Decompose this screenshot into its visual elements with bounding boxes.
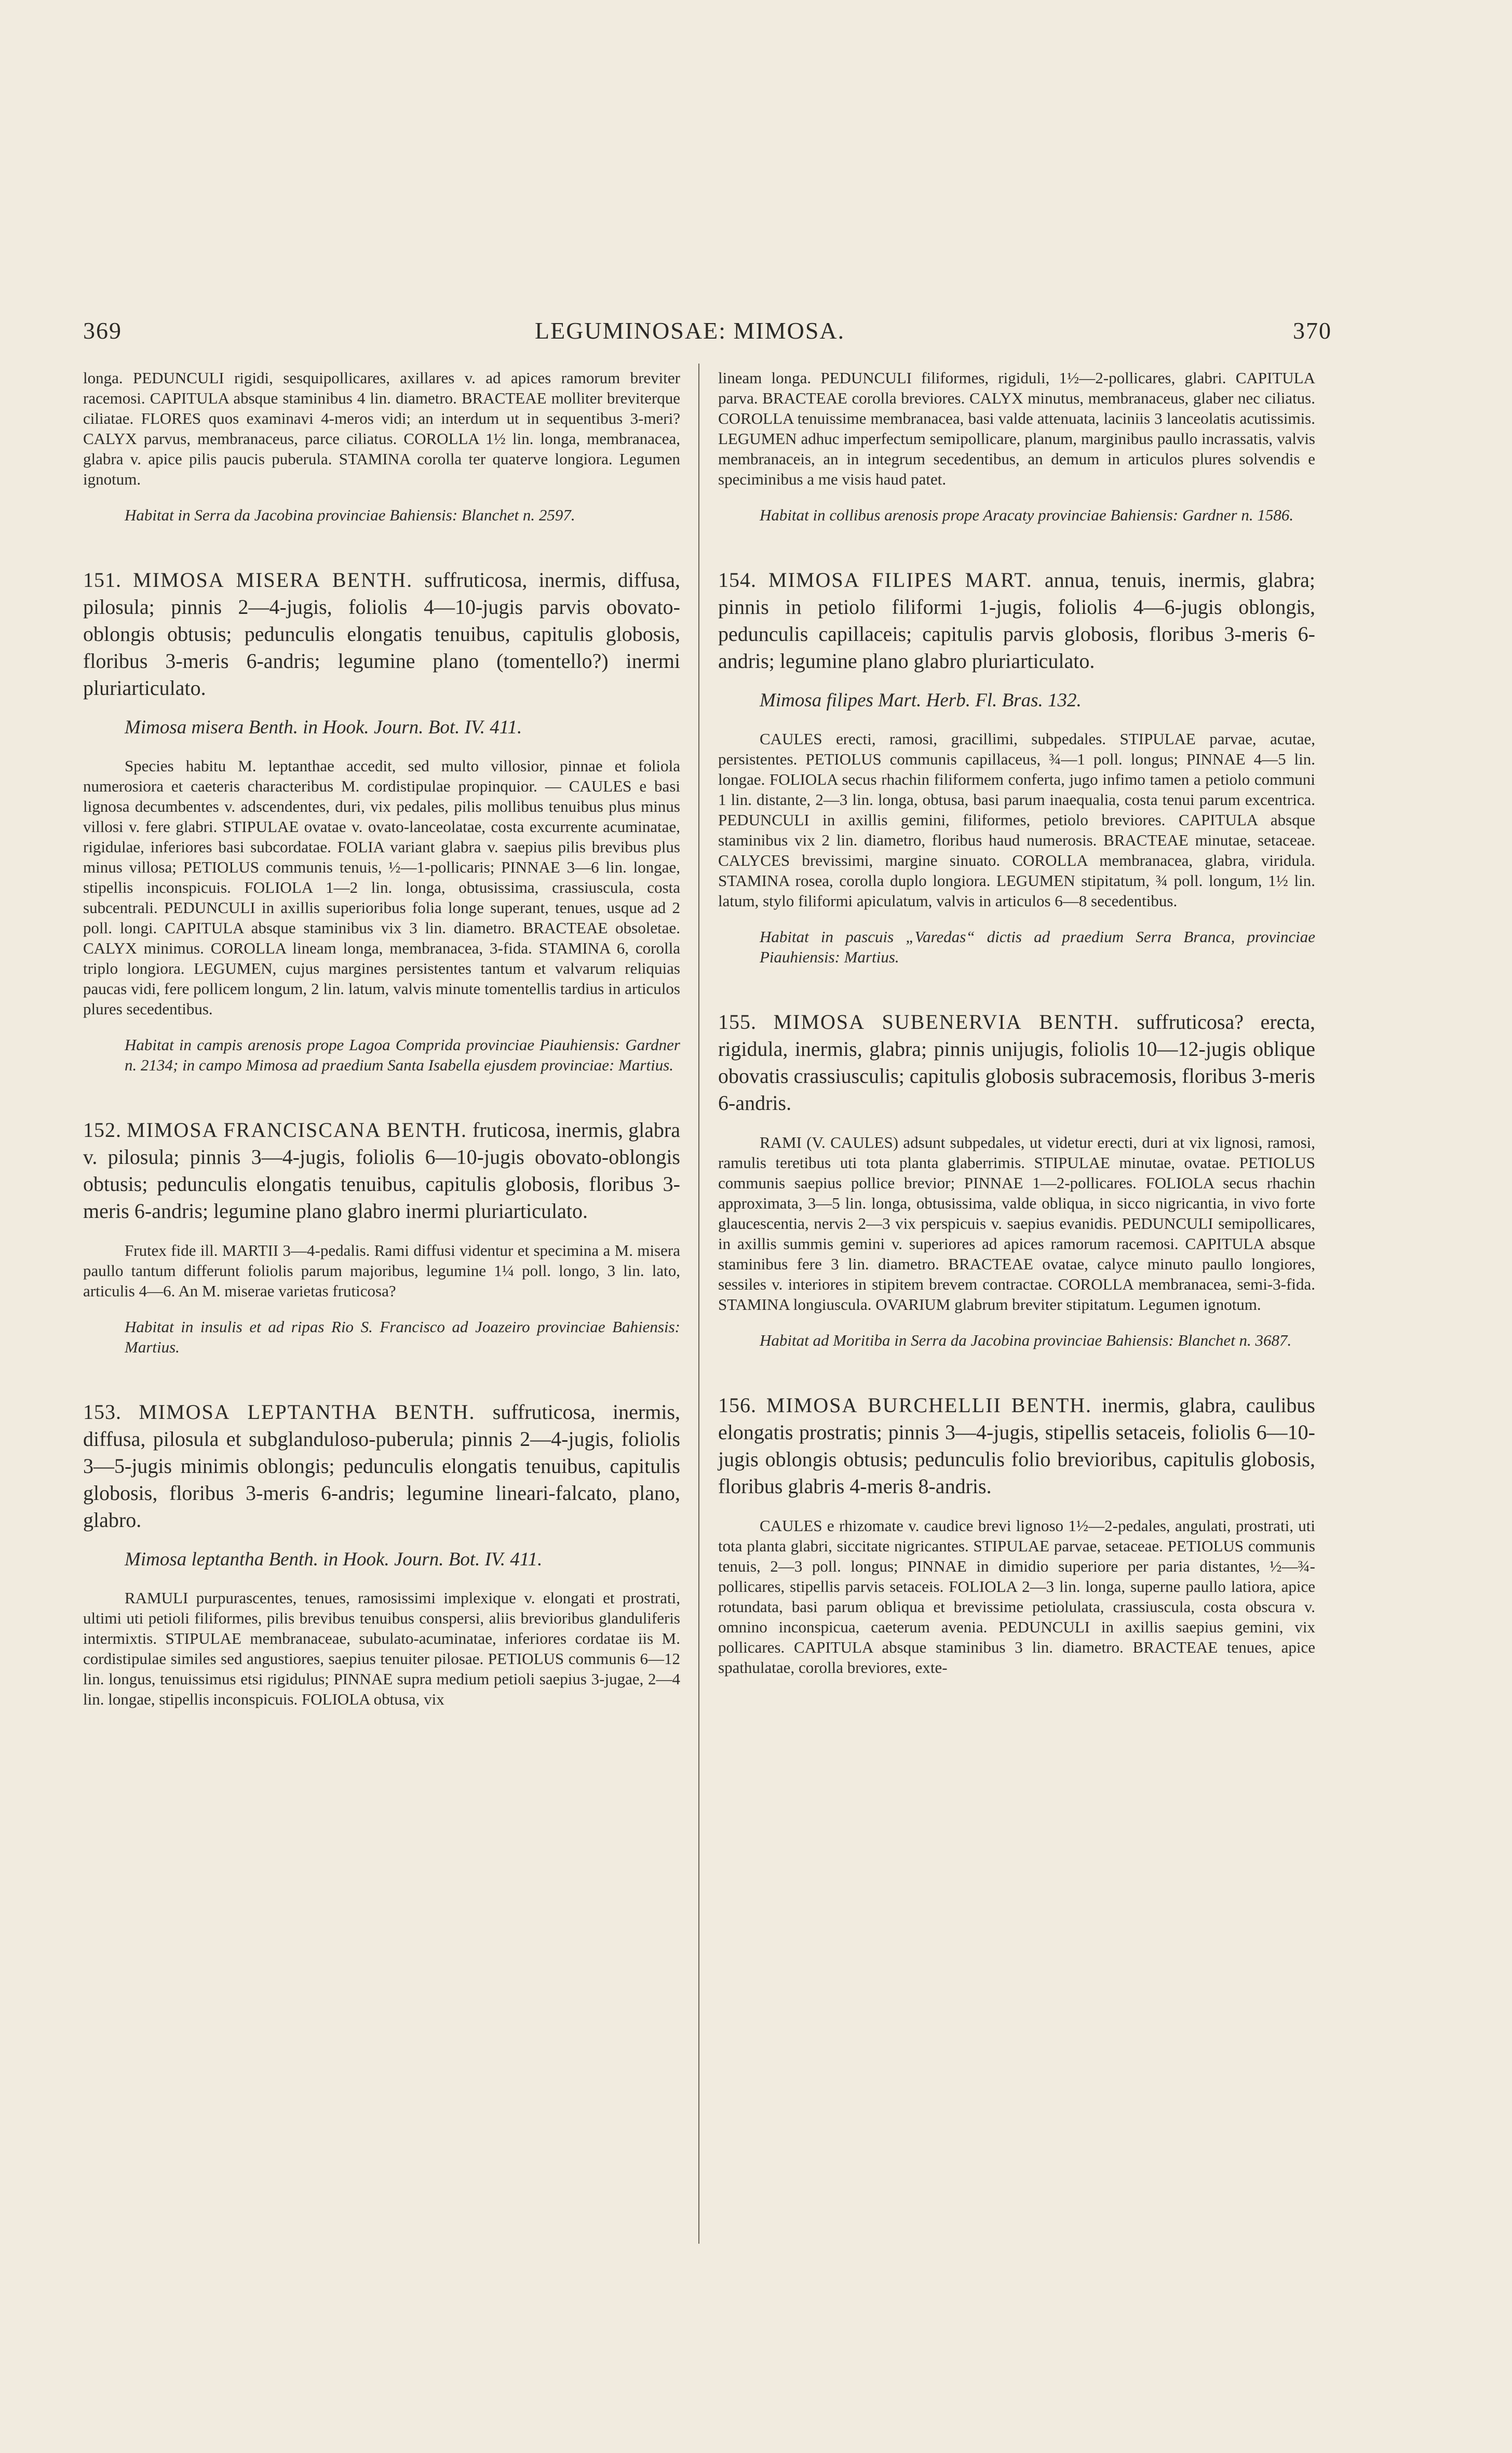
species-diagnosis — [718, 1009, 1315, 1117]
running-title: LEGUMINOSAE: MIMOSA. — [535, 317, 845, 344]
species-author: BENTH. — [395, 1400, 476, 1424]
page-header — [83, 317, 1332, 348]
diagnosis-text: fruticosa, inermis, glabra v. pilosula; pinnis 3—4-jugis, foliolis 6—10-jugis obovato-oblongis obtusis; pedunculis elongatis tenuibus, capitulis globosis, floribus 3-meris 6-andris; legumine plano glabro inermi pluriarticulato. — [83, 1118, 681, 1223]
continued-description: longa. PEDUNCULI rigidi, sesquipollicares, axillares v. ad apices ramorum breviter racemosi. CAPITULA absque staminibus 4 lin. diametro. BRACTEAE molliter breviterque ciliatae. FLORES quos examinavi 4-meros vidi; an interdum ut in sequentibus 3-meri? CALYX parvus, membranaceus, parce ciliatus. COROLLA 1½ lin. longa, membranacea, glabra v. apice pilis paucis puberula. STAMINA corolla ter quaterve longiora. Legumen ignotum. — [83, 369, 680, 488]
species-diagnosis — [83, 1399, 680, 1534]
species-153 — [83, 1399, 680, 1709]
habitat-note: Habitat in pascuis „Varedas“ dictis ad praedium Serra Branca, provinciae Piauhiensis: Martius. — [760, 928, 1315, 966]
species-author: MART. — [965, 568, 1033, 592]
species-number: 154. — [718, 568, 757, 592]
synonym-citation: Mimosa leptantha Benth. in Hook. Journ. Bot. IV. 411. — [125, 1549, 543, 1570]
species-description: RAMI (V. CAULES) adsunt subpedales, ut videtur erecti, duri at vix lignosi, ramosi, ramulis teretibus uti tota planta glaberrimis. STIPULAE minutae, ovatae. PETIOLUS communis saepius pollice brevior; PINNAE 1—2-pollicares. FOLIOLA secus rhachin approximata, 3—5 lin. longa, obtusissima, valde obliqua, in sicco nigricantia, in vivo forte glaucescentia, nervis 2—3 vix perspicuis v. saepius evanidis. PEDUNCULI semipollicares, in axillis summis gemini v. superiores ad apices ramorum racemosi. CAPITULA absque staminibus fere 3 lin. diametro. BRACTEAE ovatae, calyce minuto paullo longiores, sessiles v. interiores in stipitem brevem contractae. COROLLA membranacea, semi-3-fida. STAMINA longiuscula. OVARIUM glabrum breviter stipitatum. Legumen ignotum. — [718, 1133, 1315, 1313]
species-author: BENTH. — [1011, 1393, 1092, 1417]
species-name: MIMOSA MISERA — [133, 568, 321, 592]
species-155 — [718, 1009, 1315, 1350]
species-diagnosis — [83, 567, 680, 702]
diagnosis-text: annua, tenuis, inermis, glabra; pinnis in petiolo filiformi 1-jugis, foliolis 4—6-jugis oblongis, pedunculis capillaceis; capitulis parvis globosis, floribus 3-meris 6-andris; legumine plano glabro pluriarticulato. — [718, 568, 1316, 673]
species-author: BENTH. — [332, 568, 413, 592]
species-number: 156. — [718, 1393, 757, 1417]
diagnosis-text: suffruticosa, inermis, diffusa, pilosula et subglanduloso-puberula; pinnis 2—4-jugis, foliolis 3—5-jugis minimis oblongis; pedunculis elongatis tenuibus, capitulis globosis, floribus 3-meris 6-andris; legumine lineari-falcato, plano, glabro. — [83, 1400, 681, 1532]
continued-description: lineam longa. PEDUNCULI filiformes, rigiduli, 1½—2-pollicares, glabri. CAPITULA parva. BRACTEAE corolla breviores. CALYX minutus, membranaceus, glaber nec ciliatus. COROLLA tenuissime membranacea, basi valde attenuata, laciniis 3 lanceolatis acutissimis. LEGUMEN adhuc imperfectum semipollicare, planum, marginibus paullo incrassatis, valvis membranaceis, an in integrum secedentibus, an demum in articulos plures solvendis e speciminibus a me visis haud patet. — [718, 369, 1315, 488]
habitat-note: Habitat in collibus arenosis prope Aracaty provinciae Bahiensis: Gardner n. 1586. — [760, 506, 1294, 524]
species-name: MIMOSA LEPTANTHA — [139, 1400, 377, 1424]
species-151 — [83, 567, 680, 1075]
habitat-note: Habitat in campis arenosis prope Lagoa Comprida provinciae Piauhiensis: Gardner n. 2134; in campo Mimosa ad praedium Santa Isabella ejusdem provinciae: Martius. — [125, 1036, 680, 1074]
page-number-right: 370 — [1293, 317, 1332, 344]
species-description: Frutex fide ill. MARTII 3—4-pedalis. Rami diffusi videntur et specimina a M. misera paullo tantum differunt foliolis parum majoribus, legumine 1¼ poll. longo, 3 lin. lato, articulis 4—6. An M. miserae varietas fruticosa? — [83, 1241, 680, 1300]
column-divider — [698, 364, 699, 2244]
species-diagnosis — [718, 567, 1315, 675]
diagnosis-text: suffruticosa? erecta, rigidula, inermis, glabra; pinnis unijugis, foliolis 10—12-jugis oblique obovatis crassiusculis; capitulis globosis subracemosis, floribus 3-meris 6-andris. — [718, 1010, 1316, 1115]
species-description: Species habitu M. leptanthae accedit, sed multo villosior, pinnae et foliola numerosiora et caeteris characteribus M. cordistipulae propinquior. — CAULES e basi lignosa decumbentes v. adscendentes, duri, vix pedales, pilis mollibus tenuibus plus minus villosi v. fere glabri. STIPULAE ovatae v. ovato-lanceolatae, costa excurrente acuminatae, rigidulae, inferiores basi subcordatae. FOLIA variant glabra v. saepius pilis brevibus plus minus villosa; PETIOLUS communis tenuis, ½—1-pollicaris; PINNAE 3—6 lin. longae, stipellis inconspicuis. FOLIOLA 1—2 lin. longa, obtusissima, crassiuscula, costa subcentrali. PEDUNCULI in axillis superioribus folia longe superant, tenues, usque ad 2 poll. longi. CAPITULA absque staminibus vix 3 lin. diametro. BRACTEAE obsoletae. CALYX minimus. COROLLA lineam longa, membranacea, 3-fida. STAMINA 6, corolla triplo longiora. LEGUMEN, cujus margines persistentes tantum et valvarum reliquias paucas vidi, fere pollicem longum, 2 lin. latum, valvis minute tomentellis tardius in articulos plures secedentibus. — [83, 757, 680, 1018]
species-name: MIMOSA BURCHELLII — [766, 1393, 1002, 1417]
species-number: 152. — [83, 1118, 122, 1142]
page-number-left: 369 — [83, 317, 122, 344]
habitat-note: Habitat in Serra da Jacobina provinciae Bahiensis: Blanchet n. 2597. — [125, 506, 575, 524]
diagnosis-text: suffruticosa, inermis, diffusa, pilosula; pinnis 2—4-jugis, foliolis 4—10-jugis parvis obovato-oblongis obtusis; pedunculis elongatis tenuibus, capitulis globosis, floribus 3-meris 6-andris; legumine plano (tomentello?) inermi pluriarticulato. — [83, 568, 681, 700]
species-description: CAULES e rhizomate v. caudice brevi lignoso 1½—2-pedales, angulati, prostrati, uti tota planta glabri, siccitate nigricantes. STIPULAE parvae, setaceae. PETIOLUS communis tenuis, 2—3 poll. longus; PINNAE in dimidio superiore per paria distantes, ½—¾-pollicares, stipellis parvis setaceis. FOLIOLA 2—3 lin. longa, superne paullo latiora, apice rotundata, basi parum obliqua et brevissime petiolulata, crassiuscula, costa obscura v. omnino inconspicua, caeterum avenia. PEDUNCULI in axillis saepius gemini, vix pollicares. CAPITULA absque staminibus 3 lin. diametro. BRACTEAE tenues, apice spathulatae, corolla breviores, exte- — [718, 1517, 1315, 1677]
species-author: BENTH. — [1039, 1010, 1120, 1034]
species-name: MIMOSA SUBENERVIA — [773, 1010, 1022, 1034]
left-column — [83, 368, 680, 1709]
species-author: BENTH. — [386, 1118, 468, 1142]
species-number: 155. — [718, 1010, 757, 1034]
species-description: CAULES erecti, ramosi, gracillimi, subpedales. STIPULAE parvae, acutae, persistentes. PETIOLUS communis capillaceus, ¾—1 poll. longus; PINNAE 4—5 lin. longae. FOLIOLA secus rhachin filiformem conferta, jugo infimo tamen a petiolo communi 1 lin. distante, 2—3 lin. longa, obtusa, basi parum inaequalia, costa tenui parum excentrica. PEDUNCULI in axillis gemini, filiformes, petiolo breviores. CAPITULA absque staminibus vix 2 lin. diametro, floribus haud numerosis. BRACTEAE minutae, setaceae. CALYCES brevissimi, margine sinuato. COROLLA membranacea, glabra, viridula. STAMINA rosea, corolla duplo longiora. LEGUMEN stipitatum, ¾ poll. longum, 1½ lin. latum, stylo filiformi apiculatum, valvis in articulos 6—8 secedentibus. — [718, 730, 1315, 910]
species-name: MIMOSA FILIPES — [768, 568, 953, 592]
species-diagnosis — [718, 1392, 1315, 1500]
synonym-citation: Mimosa filipes Mart. Herb. Fl. Bras. 132. — [760, 690, 1082, 711]
species-152 — [83, 1117, 680, 1357]
species-154 — [718, 567, 1315, 967]
species-number: 153. — [83, 1400, 122, 1424]
species-number: 151. — [83, 568, 122, 592]
species-diagnosis — [83, 1117, 680, 1225]
species-156 — [718, 1392, 1315, 1678]
right-column — [718, 368, 1315, 1678]
synonym-citation: Mimosa misera Benth. in Hook. Journ. Bot. IV. 411. — [125, 717, 522, 738]
habitat-note: Habitat in insulis et ad ripas Rio S. Francisco ad Joazeiro provinciae Bahiensis: Martius. — [125, 1318, 680, 1356]
habitat-note: Habitat ad Moritiba in Serra da Jacobina provinciae Bahiensis: Blanchet n. 3687. — [760, 1331, 1292, 1349]
diagnosis-text: inermis, glabra, caulibus elongatis prostratis; pinnis 3—4-jugis, stipellis setaceis, foliolis 6—10-jugis oblongis obtusis; pedunculis folio brevioribus, capitulis globosis, floribus glabris 4-meris 8-andris. — [718, 1393, 1315, 1498]
species-description: RAMULI purpurascentes, tenues, ramosissimi implexique v. elongati et prostrati, ultimi uti petioli filiformes, pilis brevibus tenuibus conspersi, aliis brevioribus glanduliferis intermixtis. STIPULAE membranaceae, subulato-acuminatae, inferiores cordatae iis M. cordistipulae similes sed angustiores, saepius tenuiter pilosae. PETIOLUS communis 6—12 lin. longus, tenuissimus etsi rigidulus; PINNAE supra medium petioli saepius 3-jugae, 2—4 lin. longae, stipellis inconspicuis. FOLIOLA obtusa, vix — [83, 1589, 680, 1708]
species-name: MIMOSA FRANCISCANA — [127, 1118, 382, 1142]
